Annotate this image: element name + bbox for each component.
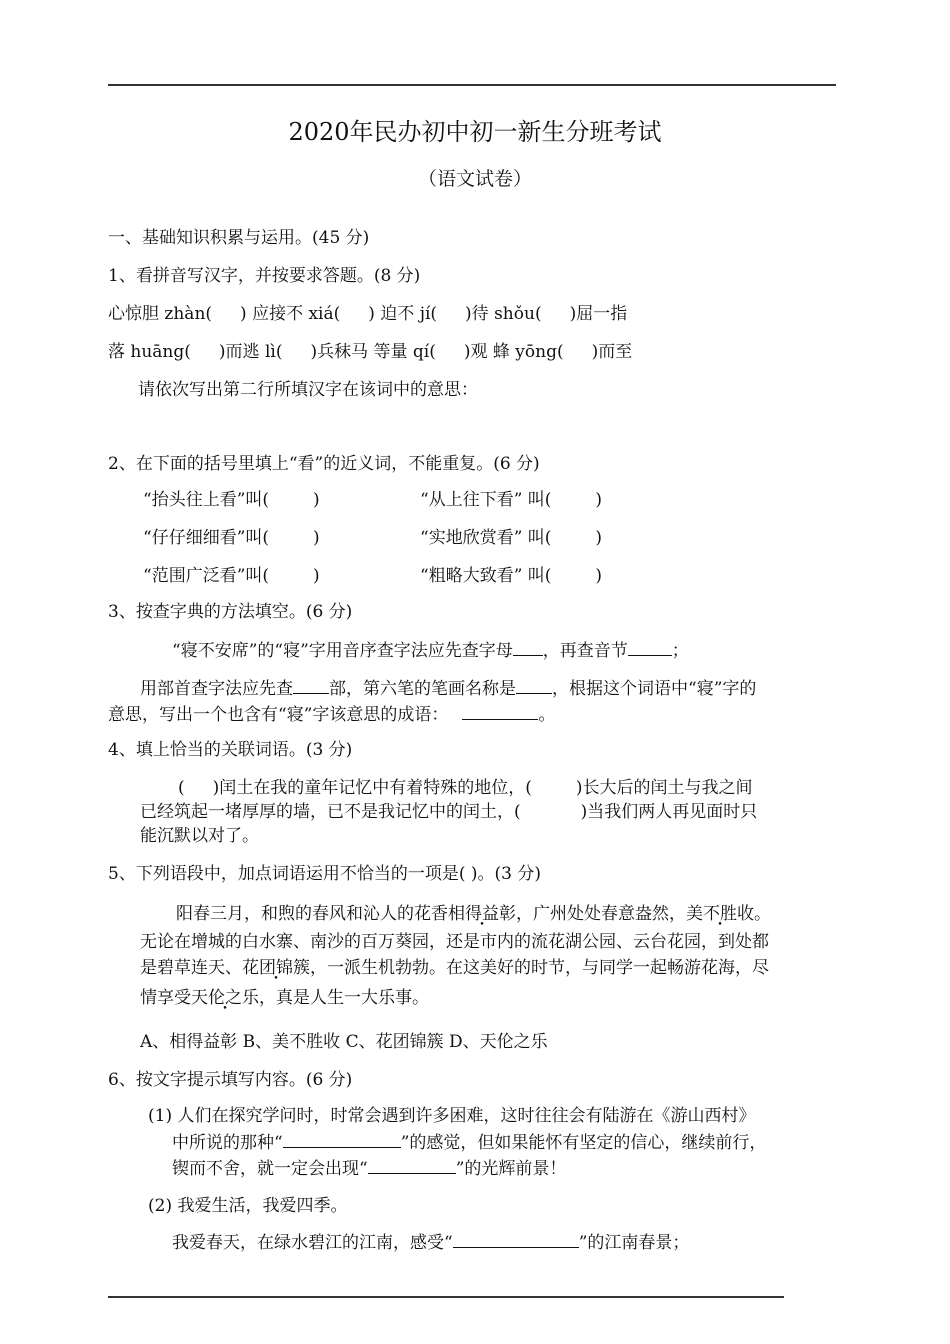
text: 是碧草连天、 — [140, 958, 242, 978]
answer-blank[interactable] — [513, 640, 543, 656]
answer-blank[interactable] — [516, 678, 552, 694]
exam-title: 2020年民办初中初一新生分班考试 — [288, 118, 662, 146]
pinyin-segment: ) 迫不 jí( — [368, 304, 438, 324]
question-2-item — [420, 566, 602, 586]
answer-blank[interactable] — [368, 1158, 456, 1174]
dotted-phrase: 天伦之乐 — [191, 988, 259, 1008]
pinyin-segment: ) 应接不 xiá( — [240, 304, 341, 324]
text: ，真是人生一大乐事。 — [259, 988, 429, 1008]
text: ”的感觉，但如果能怀有坚定的信心，继续前行， — [400, 1133, 767, 1153]
dotted-phrase: 花团锦簇 — [242, 958, 310, 978]
text: )闰土在我的童年记忆中有着特殊的地位，( — [212, 778, 532, 798]
text: 阳春三月，和煦的春风和沁人的花香 — [176, 904, 448, 924]
text: ”的江南春景； — [578, 1233, 690, 1253]
answer-blank[interactable] — [283, 1132, 401, 1148]
pinyin-segment: )待 shǒu( — [465, 304, 542, 324]
text: ( — [178, 778, 185, 798]
text: ，再查音节 — [542, 641, 628, 661]
question-5-options: A、相得益彰 B、美不胜收 C、花团锦簇 D、天伦之乐 — [140, 1032, 548, 1052]
text: )当我们两人再见面时只 — [580, 802, 758, 822]
question-4-prompt: 4、填上恰当的关联词语。(3 分) — [108, 740, 353, 760]
item-left: “范围广泛看”叫( — [143, 566, 270, 586]
text: 。 — [754, 904, 771, 924]
paren-close: ) — [595, 490, 603, 510]
text: 用部首查字法应先查 — [140, 679, 293, 699]
question-1-row-1 — [108, 304, 627, 324]
question-6-sub-2-line-2 — [172, 1232, 689, 1253]
question-5-prompt: 5、下列语段中，加点词语运用不恰当的一项是( )。(3 分) — [108, 864, 541, 884]
pinyin-segment: )兵秣马 等量 qí( — [310, 342, 436, 362]
answer-blank[interactable] — [462, 704, 538, 720]
question-2-item — [143, 566, 320, 586]
bottom-rule — [108, 1296, 784, 1298]
item-left: “仔仔细细看”叫( — [143, 528, 270, 548]
pinyin-segment: 落 huāng( — [108, 342, 191, 362]
question-6-sub-1-line-2 — [172, 1132, 766, 1153]
dotted-phrase: 美不胜收 — [686, 904, 754, 924]
dotted-phrase: 相得益彰 — [448, 904, 516, 924]
pinyin-segment: )屈一指 — [569, 304, 628, 324]
question-2-item — [143, 490, 320, 510]
text: ，一派生机勃勃。在这美好的时节，与同学一起畅游花海，尽 — [310, 958, 769, 978]
exam-subtitle: （语文试卷） — [417, 168, 532, 190]
paren-close: ) — [313, 528, 320, 548]
passage-line-1 — [176, 904, 771, 924]
paren-close: ) — [313, 566, 320, 586]
paren-close: ) — [313, 490, 320, 510]
item-left: “抬头往上看”叫( — [143, 490, 270, 510]
text: 部，第六笔的笔画名称是 — [329, 679, 516, 699]
text: 情享受 — [140, 988, 191, 1008]
question-3-prompt: 3、按查字典的方法填空。(6 分) — [108, 602, 353, 622]
question-3-line-3 — [108, 704, 555, 725]
question-6-sub-1-line-3 — [172, 1158, 566, 1179]
question-2-prompt: 2、在下面的括号里填上“看”的近义词，不能重复。(6 分) — [108, 454, 540, 474]
question-6-sub-2-line-1: (2) 我爱生活，我爱四季。 — [148, 1196, 348, 1216]
question-2-item — [143, 528, 320, 548]
text: 已经筑起一堵厚厚的墙，已不是我记忆中的闰土，( — [140, 802, 521, 822]
question-4-line-2 — [140, 802, 757, 822]
question-3-line-2 — [140, 678, 756, 699]
question-6-prompt: 6、按文字提示填写内容。(6 分) — [108, 1070, 353, 1090]
question-4-line-1 — [178, 778, 753, 798]
question-2-item — [420, 490, 602, 510]
text: ”的光辉前景！ — [455, 1159, 567, 1179]
text: 锲而不舍，就一定会出现“ — [172, 1159, 368, 1179]
question-3-line-1 — [172, 640, 689, 661]
text: 。 — [538, 705, 556, 725]
text: ，广州处处春意盎然， — [516, 904, 686, 924]
pinyin-segment: )观 蜂 yōng( — [463, 342, 564, 362]
text: )长大后的闰土与我之间 — [575, 778, 753, 798]
question-1-prompt: 1、看拼音写汉字，并按要求答题。(8 分) — [108, 266, 421, 286]
question-1-row-2 — [108, 342, 632, 362]
section-heading: 一、基础知识积累与运用。(45 分) — [108, 228, 370, 248]
question-4-line-3: 能沉默以对了。 — [140, 826, 259, 846]
question-1-instruction: 请依次写出第二行所填汉字在该词中的意思： — [138, 380, 478, 400]
text: ； — [671, 641, 689, 661]
answer-blank[interactable] — [453, 1232, 579, 1248]
paren-close: ) — [595, 566, 603, 586]
passage-line-3 — [140, 958, 769, 978]
text: “寝不安席”的“寝”字用音序查字法应先查字母 — [172, 641, 513, 661]
passage-line-2: 无论在增城的白水寨、南沙的百万葵园，还是市内的流花湖公园、云台花园，到处都 — [140, 932, 769, 952]
answer-blank[interactable] — [293, 678, 329, 694]
item-right: “从上往下看” 叫( — [420, 490, 552, 510]
text: ，根据这个词语中“寝”字的 — [552, 679, 757, 699]
pinyin-segment: )而至 — [591, 342, 633, 362]
text: 我爱春天，在绿水碧江的江南，感受“ — [172, 1233, 453, 1253]
item-right: “实地欣赏看” 叫( — [420, 528, 552, 548]
text: 意思，写出一个也含有“寝”字该意思的成语： — [108, 705, 449, 725]
pinyin-segment: )而逃 lì( — [218, 342, 283, 362]
pinyin-segment: 心惊胆 zhàn( — [108, 304, 213, 324]
question-6-sub-1-line-1: (1) 人们在探究学问时，时常会遇到许多困难，这时往往会有陆游在《游山西村》 — [148, 1106, 756, 1126]
passage-line-4 — [140, 988, 429, 1008]
item-right: “粗略大致看” 叫( — [420, 566, 552, 586]
answer-blank[interactable] — [628, 640, 672, 656]
text: 中所说的那种“ — [172, 1133, 283, 1153]
paren-close: ) — [595, 528, 603, 548]
question-2-item — [420, 528, 602, 548]
top-rule — [108, 84, 836, 86]
